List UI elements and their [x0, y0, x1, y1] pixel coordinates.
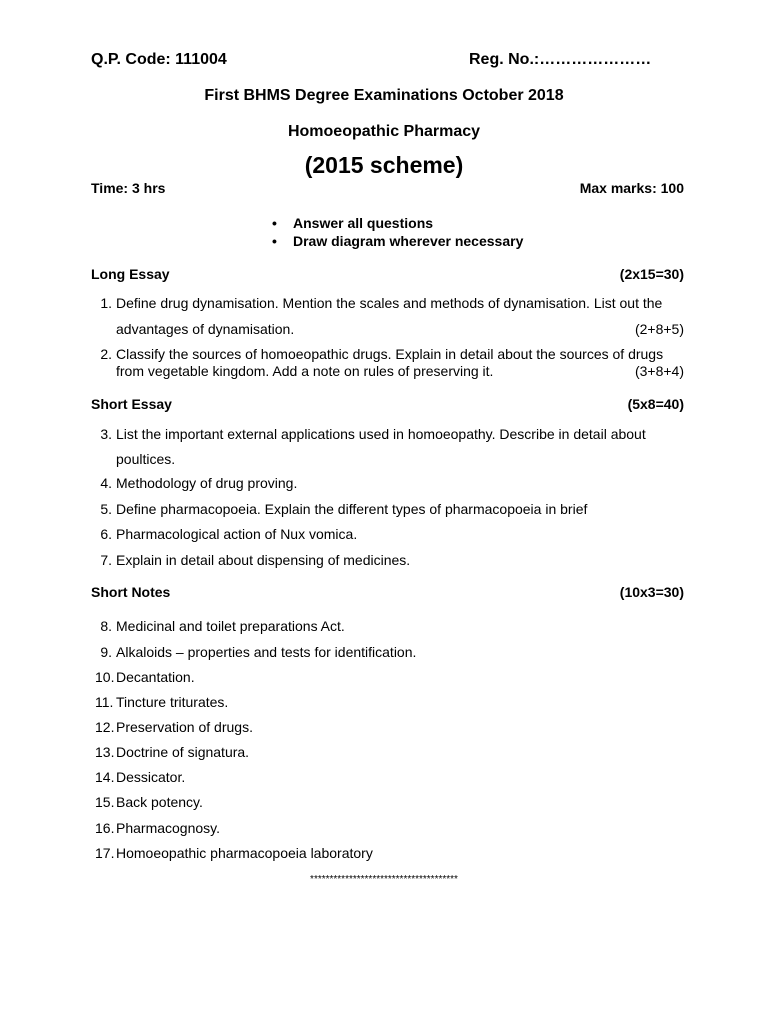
question-number: 17. [95, 845, 115, 861]
question-text: Define drug dynamisation. Mention the scales and methods of dynamisation. List out the [116, 295, 663, 311]
question-marks: (3+8+4) [634, 363, 684, 379]
instructions-list [272, 214, 523, 250]
question-number: 3. [100, 426, 112, 442]
scheme-title: (2015 scheme) [304, 152, 464, 178]
question-text: Dessicator. [116, 769, 186, 785]
section-marks: (5x8=40) [627, 396, 684, 412]
question-number: 8. [100, 618, 112, 634]
question-text: Pharmacognosy. [116, 820, 221, 836]
question-text: Doctrine of signatura. [116, 744, 250, 760]
question-number: 14. [95, 769, 115, 785]
section-marks: (2x15=30) [619, 266, 684, 282]
question-number: 16. [95, 820, 115, 836]
question-number: 4. [100, 475, 112, 491]
instruction-text: Answer all questions [293, 215, 434, 231]
exam-title: First BHMS Degree Examinations October 2018 [204, 87, 564, 104]
question-number: 9. [100, 644, 112, 660]
reg-no: Reg. No.:………………… [469, 51, 652, 68]
question-text: List the important external applications used in homoeopathy. Describe in detail about [116, 426, 646, 442]
instruction-item [272, 232, 523, 250]
question-marks: (2+8+5) [634, 321, 684, 337]
bullet-icon: • [272, 233, 277, 249]
question-number: 15. [95, 794, 115, 810]
question-text: Explain in detail about dispensing of medicines. [116, 552, 411, 568]
question-number: 12. [95, 719, 115, 735]
question-text: Tincture triturates. [116, 694, 229, 710]
subject-title: Homoeopathic Pharmacy [287, 123, 481, 140]
question-text: Classify the sources of homoeopathic drugs. Explain in detail about the sources of drugs [116, 346, 664, 362]
question-number: 11. [95, 694, 114, 710]
max-marks-label: Max marks: 100 [579, 180, 684, 196]
section-header-long-essay [91, 266, 684, 282]
section-marks: (10x3=30) [619, 584, 684, 600]
end-of-paper-stars: ************************************** [310, 874, 458, 885]
section-title: Long Essay [91, 266, 170, 282]
instruction-text: Draw diagram wherever necessary [293, 233, 524, 249]
question-text: Homoeopathic pharmacopoeia laboratory [116, 845, 373, 861]
question-number: 1. [100, 295, 112, 311]
qp-code: Q.P. Code: 111004 [91, 51, 227, 68]
question-text: Methodology of drug proving. [116, 475, 298, 491]
question-number: 6. [100, 526, 112, 542]
question-number: 13. [95, 744, 115, 760]
time-label: Time: 3 hrs [91, 180, 166, 196]
section-title: Short Essay [91, 396, 172, 412]
question-text: Decantation. [116, 669, 195, 685]
section-header-short-notes [91, 584, 684, 600]
question-number: 5. [100, 501, 112, 517]
question-text: Pharmacological action of Nux vomica. [116, 526, 358, 542]
question-number: 2. [100, 346, 112, 362]
section-header-short-essay [91, 396, 684, 412]
question-text: Alkaloids – properties and tests for identification. [116, 644, 417, 660]
bullet-icon: • [272, 215, 277, 231]
question-number: 7. [100, 552, 112, 568]
question-text: Medicinal and toilet preparations Act. [116, 618, 345, 634]
question-text: Back potency. [116, 794, 203, 810]
question-text: advantages of dynamisation. [116, 321, 295, 337]
question-text: Preservation of drugs. [116, 719, 253, 735]
instruction-item [272, 214, 523, 232]
question-text: poultices. [116, 451, 176, 467]
question-text: Define pharmacopoeia. Explain the different types of pharmacopoeia in brief [116, 501, 588, 517]
section-title: Short Notes [91, 584, 171, 600]
question-text: from vegetable kingdom. Add a note on rules of preserving it. [116, 363, 494, 379]
question-number: 10. [95, 669, 115, 685]
